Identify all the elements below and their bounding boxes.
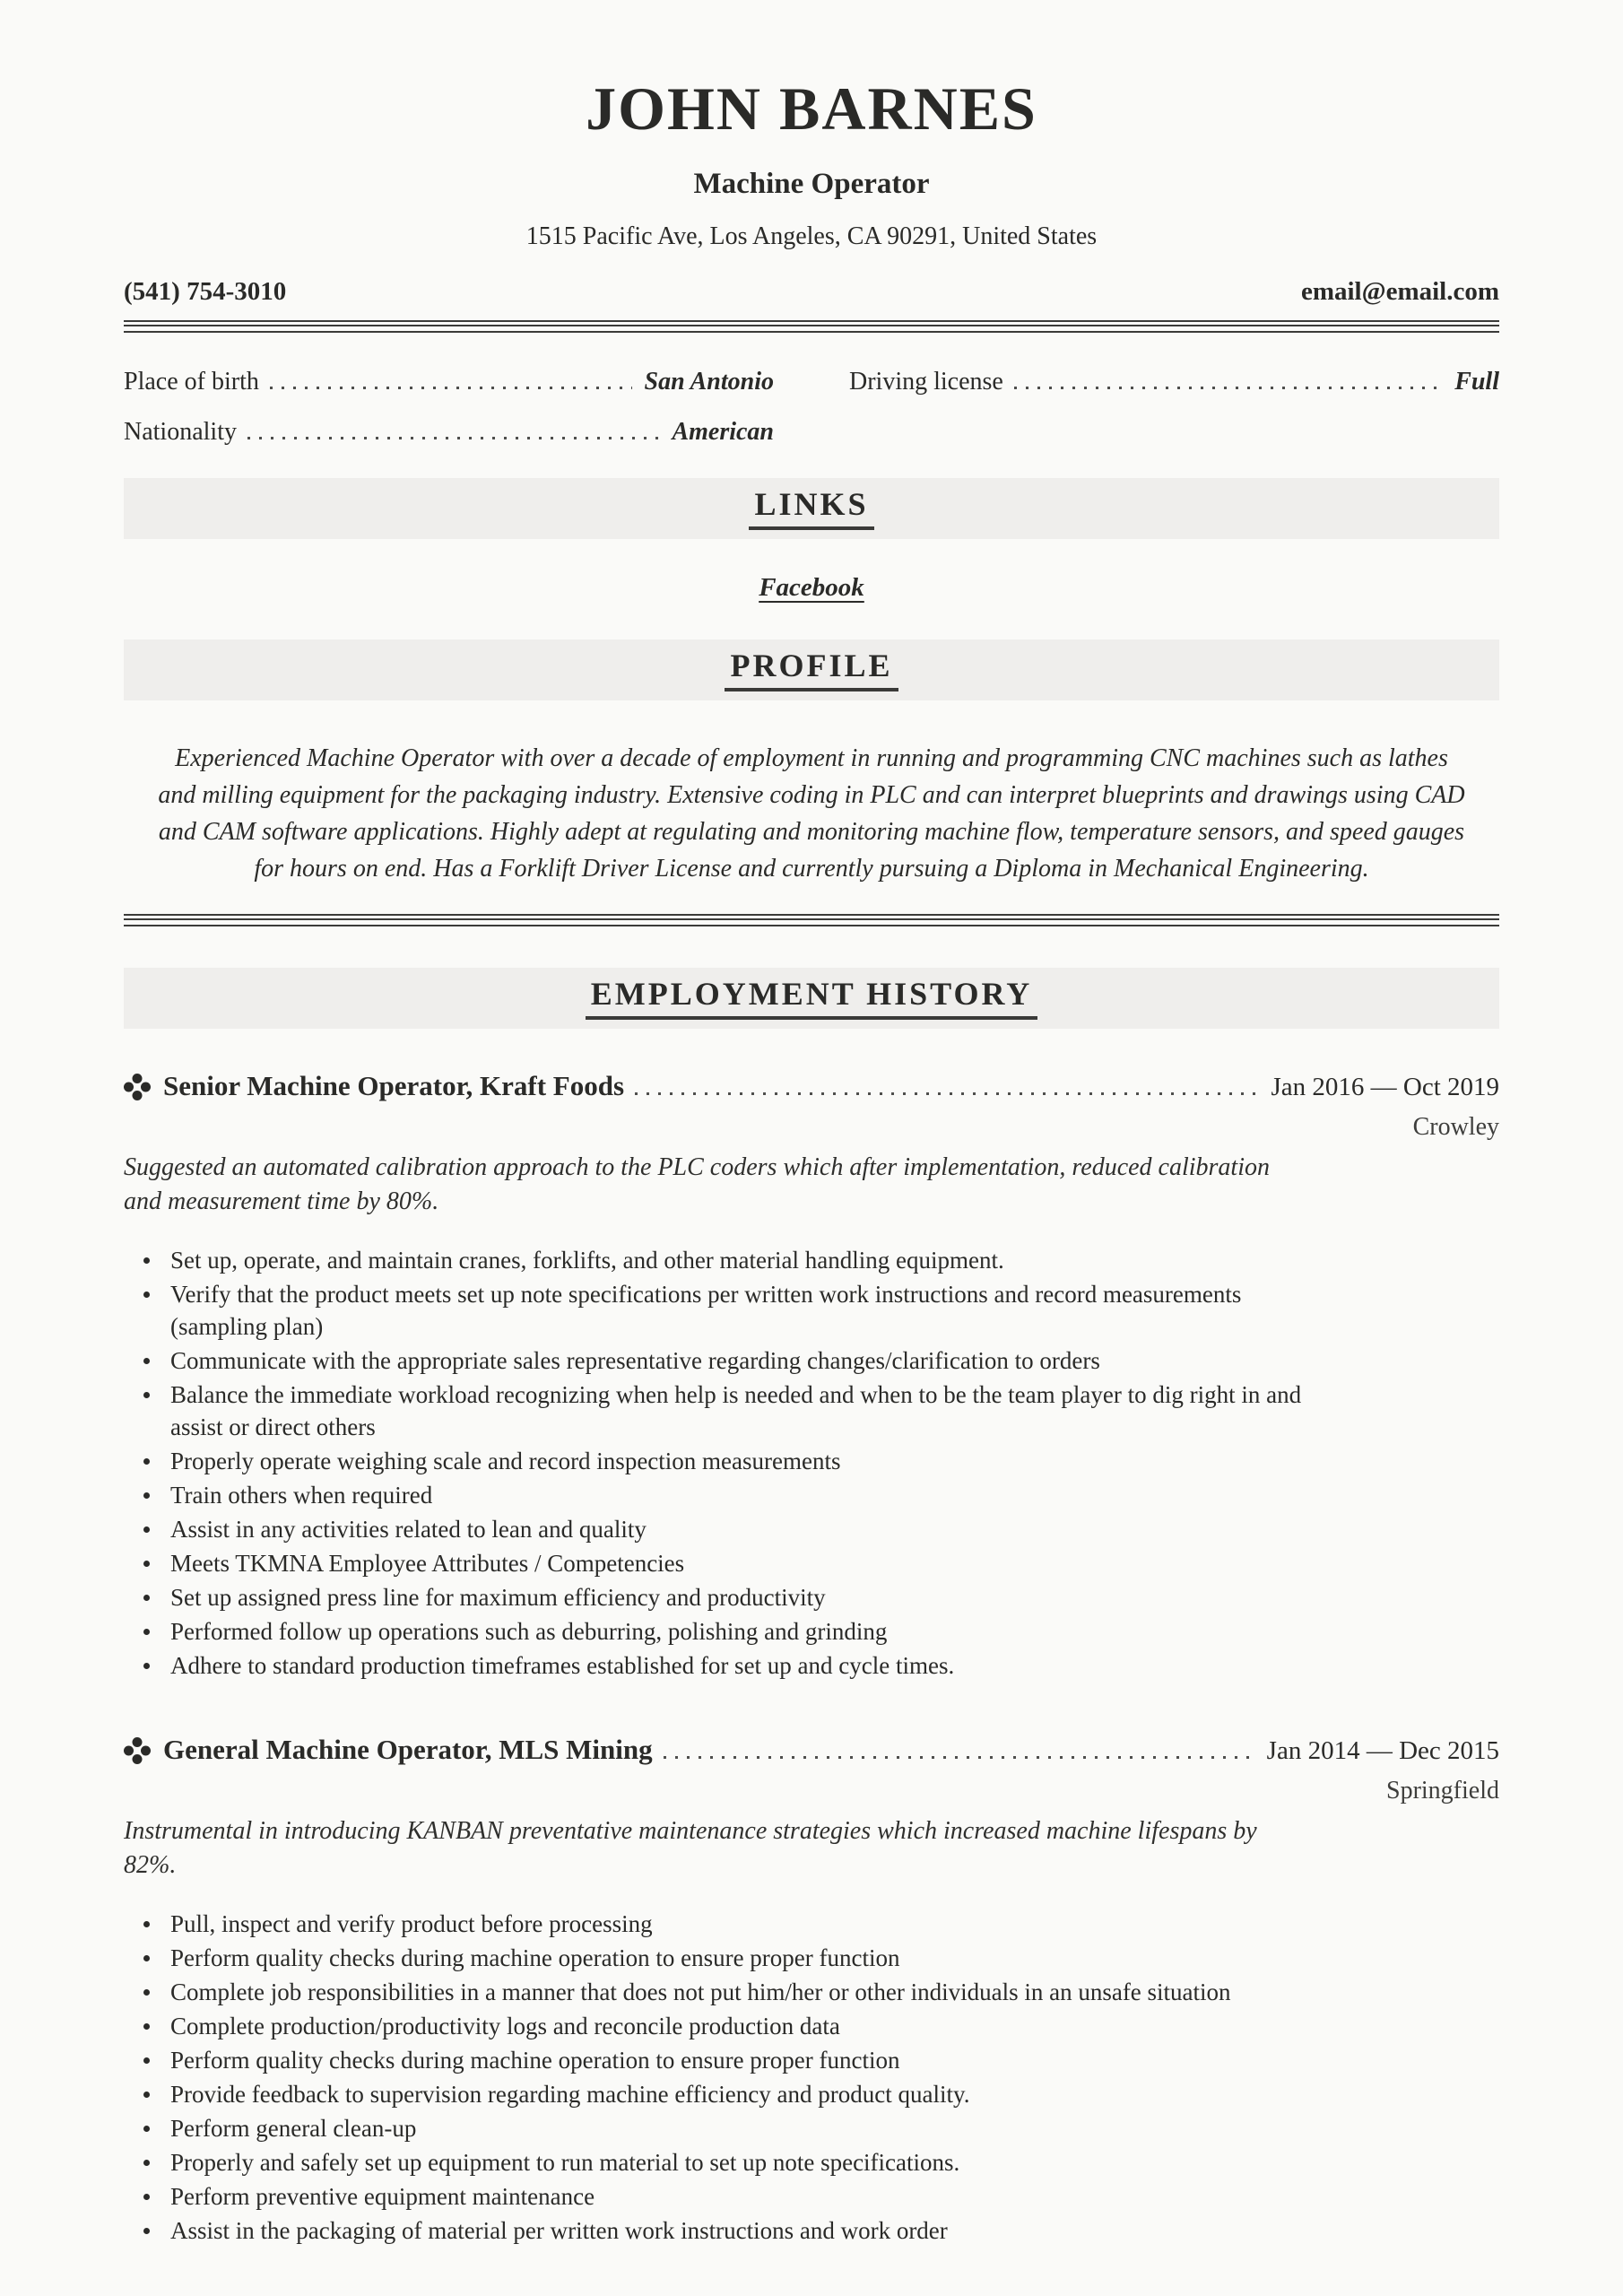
detail-row-driving-license xyxy=(849,369,1499,396)
detail-value: Full xyxy=(1454,368,1499,396)
job-bullet-item: Complete job responsibilities in a manner that does not put him/her or other individuals in an unsafe situation xyxy=(124,1976,1307,2008)
job-bullet-item: Assist in any activities related to lean and quality xyxy=(124,1513,1307,1545)
contact-row xyxy=(124,277,1499,306)
job-bullet-item: Balance the immediate workload recognizing when help is needed and when to be the team player to dig right in and assist or direct others xyxy=(124,1378,1307,1443)
job-bullet-item: Perform preventive equipment maintenance xyxy=(124,2180,1307,2213)
job-bullet-item: Perform quality checks during machine operation to ensure proper function xyxy=(124,1942,1307,1974)
job-bullet-item: Train others when required xyxy=(124,1479,1307,1511)
phone-number: (541) 754-3010 xyxy=(124,277,287,306)
bullet-dot-icon xyxy=(143,2126,150,2132)
section-banner-links xyxy=(124,478,1499,539)
dotted-leader xyxy=(664,1756,1254,1759)
section-banner-employment-history xyxy=(124,968,1499,1029)
bullet-dot-icon xyxy=(143,1595,150,1601)
bullet-dot-icon xyxy=(143,2023,150,2030)
job-heading-row xyxy=(124,1732,1499,1769)
four-dot-diamond-icon xyxy=(124,1737,151,1764)
job-bullet-item: Verify that the product meets set up note specifications per written work instructions and record measurements (sampling plan) xyxy=(124,1278,1307,1343)
job-bullet-item: Perform general clean-up xyxy=(124,2112,1307,2144)
job-summary: Instrumental in introducing KANBAN preventative maintenance strategies which increased machine lifespans by 82%. xyxy=(124,1817,1257,1879)
bullet-dot-icon xyxy=(143,1492,150,1499)
job-title: General Machine Operator, MLS Mining xyxy=(163,1734,653,1765)
profile-summary-text: Experienced Machine Operator with over a decade of employment in running and programming CNC machines such as lathes and milling equipment for the packaging industry. Extensive coding in PLC and can interpret blueprints and drawings using CAD and CAM software applications. Highly adept at regulating and monitoring machine flow, temperature sensors, and speed gauges for hours on end. Has a Forklift Driver License and currently pursuing a Diploma in Mechanical Engineering. xyxy=(158,744,1465,883)
job-bullet-item: Properly and safely set up equipment to run material to set up note specifications. xyxy=(124,2146,1307,2179)
job-bullet-item: Set up, operate, and maintain cranes, forklifts, and other material handling equipment. xyxy=(124,1244,1307,1276)
bullet-dot-icon xyxy=(143,1458,150,1465)
job-bullet-item: Provide feedback to supervision regarding machine efficiency and product quality. xyxy=(124,2078,1307,2110)
detail-label: Nationality xyxy=(124,418,237,446)
section-heading-profile: PROFILE xyxy=(725,649,898,691)
job-city: Crowley xyxy=(1412,1113,1499,1141)
job-bullet-item: Pull, inspect and verify product before processing xyxy=(124,1908,1307,1940)
four-dot-diamond-icon xyxy=(124,1074,151,1100)
bullet-dot-icon xyxy=(143,1561,150,1567)
bullet-dot-icon xyxy=(143,2160,150,2166)
bullet-dot-icon xyxy=(143,1921,150,1927)
bullet-dot-icon xyxy=(143,2228,150,2234)
job-bullet-list xyxy=(124,1908,1307,2247)
bullet-dot-icon xyxy=(143,1257,150,1264)
job-title: Senior Machine Operator, Kraft Foods xyxy=(163,1070,625,1101)
detail-value: American xyxy=(672,418,774,446)
job-role-subtitle: Machine Operator xyxy=(693,168,930,200)
detail-value: San Antonio xyxy=(644,368,774,396)
personal-details xyxy=(124,369,1499,446)
bullet-dot-icon xyxy=(143,1526,150,1533)
bullet-dot-icon xyxy=(143,2092,150,2098)
address-line: 1515 Pacific Ave, Los Angeles, CA 90291, United States xyxy=(525,222,1098,250)
job-bullet-item: Meets TKMNA Employee Attributes / Competencies xyxy=(124,1547,1307,1579)
divider-rule xyxy=(124,320,1499,333)
divider-rule xyxy=(124,914,1499,926)
section-heading-employment-history: EMPLOYMENT HISTORY xyxy=(586,978,1037,1020)
bullet-dot-icon xyxy=(143,1955,150,1961)
bullet-dot-icon xyxy=(143,1989,150,1996)
email-address: email@email.com xyxy=(1300,277,1499,306)
job-bullet-item: Properly operate weighing scale and record inspection measurements xyxy=(124,1445,1307,1477)
job-bullet-item: Complete production/productivity logs and reconcile production data xyxy=(124,2010,1307,2042)
facebook-link[interactable]: Facebook xyxy=(759,573,864,602)
job-entry xyxy=(124,1732,1499,2247)
job-bullet-item: Set up assigned press line for maximum efficiency and productivity xyxy=(124,1581,1307,1613)
section-banner-profile xyxy=(124,639,1499,700)
bullet-dot-icon xyxy=(143,1292,150,1298)
job-entry xyxy=(124,1068,1499,1682)
job-city: Springfield xyxy=(1386,1777,1499,1805)
dotted-leader xyxy=(635,1092,1258,1095)
section-heading-links: LINKS xyxy=(749,488,873,530)
job-dates: Jan 2016 — Oct 2019 xyxy=(1271,1073,1499,1101)
job-heading-row xyxy=(124,1068,1499,1105)
links-row xyxy=(124,571,1499,604)
detail-row-place-of-birth xyxy=(124,369,774,396)
dotted-leader xyxy=(247,437,659,439)
bullet-dot-icon xyxy=(143,1392,150,1398)
job-summary: Suggested an automated calibration approach to the PLC coders which after implementation, reduced calibration and measurement time by 80%. xyxy=(124,1153,1270,1215)
detail-label: Place of birth xyxy=(124,368,259,396)
bullet-dot-icon xyxy=(143,1358,150,1364)
bullet-dot-icon xyxy=(143,1629,150,1635)
dotted-leader xyxy=(1014,387,1442,389)
job-bullet-item: Adhere to standard production timeframes established for set up and cycle times. xyxy=(124,1649,1307,1682)
bullet-dot-icon xyxy=(143,2057,150,2064)
job-bullet-item: Communicate with the appropriate sales representative regarding changes/clarification to orders xyxy=(124,1344,1307,1377)
bullet-dot-icon xyxy=(143,2194,150,2200)
dotted-leader xyxy=(270,387,632,389)
detail-row-nationality xyxy=(124,419,774,446)
job-bullet-list xyxy=(124,1244,1307,1682)
page-title: JOHN BARNES xyxy=(586,74,1037,143)
job-bullet-item: Assist in the packaging of material per written work instructions and work order xyxy=(124,2214,1307,2247)
job-dates: Jan 2014 — Dec 2015 xyxy=(1266,1736,1499,1765)
job-bullet-item: Performed follow up operations such as deburring, polishing and grinding xyxy=(124,1615,1307,1648)
bullet-dot-icon xyxy=(143,1663,150,1669)
job-bullet-item: Perform quality checks during machine operation to ensure proper function xyxy=(124,2044,1307,2076)
detail-label: Driving license xyxy=(849,368,1003,396)
